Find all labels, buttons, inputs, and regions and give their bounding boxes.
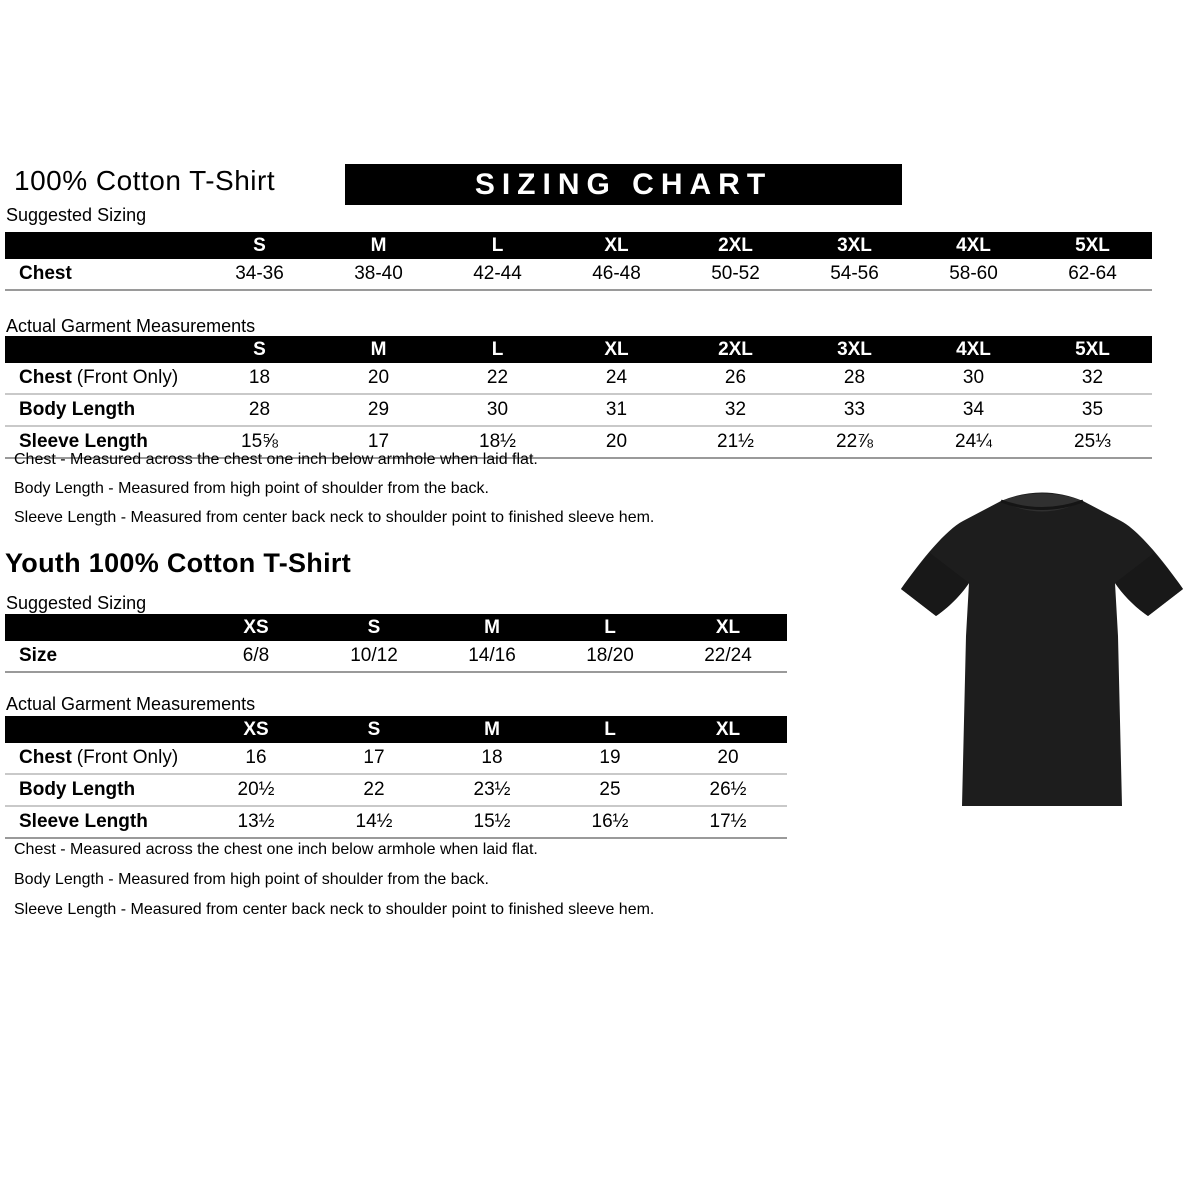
size-header-cell: 5XL [1033, 232, 1152, 259]
size-header-cell: 4XL [914, 232, 1033, 259]
size-header-cell: S [315, 716, 433, 743]
size-header-cell: L [551, 614, 669, 641]
table-cell: 54-56 [795, 259, 914, 290]
size-header-cell: 4XL [914, 336, 1033, 363]
table-cell: 33 [795, 394, 914, 426]
row-label [5, 774, 197, 806]
table-cell: 15⅝ [200, 426, 319, 458]
note-sleeve-length: Sleeve Length - Measured from center back neck to shoulder point to finished sleeve hem. [14, 901, 655, 918]
header-spacer-cell [5, 232, 200, 259]
row-label-text: Chest [19, 367, 72, 388]
table-row-chest [5, 259, 1152, 290]
size-header-cell: 3XL [795, 336, 914, 363]
row-label-text: Chest [19, 747, 72, 768]
row-label-text: Sleeve Length [19, 431, 148, 452]
adult-suggested-table [5, 232, 1152, 291]
table-cell: 24 [557, 363, 676, 394]
size-header-cell: XL [557, 336, 676, 363]
table-cell: 17 [319, 426, 438, 458]
size-header-cell: S [200, 336, 319, 363]
table-cell: 18½ [438, 426, 557, 458]
row-label [5, 806, 197, 838]
row-label-suffix: (Front Only) [76, 367, 179, 388]
table-cell: 21½ [676, 426, 795, 458]
table-cell: 34-36 [200, 259, 319, 290]
note-body-length: Body Length - Measured from high point of shoulder from the back. [14, 871, 489, 888]
size-header-cell: L [438, 336, 557, 363]
table-cell: 22 [438, 363, 557, 394]
table-cell: 20 [669, 743, 787, 774]
table-cell: 58-60 [914, 259, 1033, 290]
table-cell: 18 [433, 743, 551, 774]
size-header-cell: L [438, 232, 557, 259]
table-cell: 20 [557, 426, 676, 458]
row-label-text: Size [19, 645, 58, 666]
table-cell: 28 [200, 394, 319, 426]
row-label-text: Sleeve Length [19, 811, 148, 832]
header-spacer-cell [5, 614, 197, 641]
table-row-sleeve-length [5, 806, 787, 838]
row-label [5, 363, 200, 394]
youth-section-title: Youth 100% Cotton T-Shirt [5, 548, 351, 578]
table-row-chest [5, 363, 1152, 394]
size-header-cell: M [319, 232, 438, 259]
table-cell: 15½ [433, 806, 551, 838]
size-header-cell: XS [197, 716, 315, 743]
row-label [5, 259, 200, 290]
row-label-text: Body Length [19, 779, 136, 800]
table-cell: 46-48 [557, 259, 676, 290]
table-cell: 32 [676, 394, 795, 426]
table-row-body-length [5, 394, 1152, 426]
table-cell: 22/24 [669, 641, 787, 672]
row-label-text: Chest [19, 263, 72, 284]
row-label-text: Body Length [19, 399, 136, 420]
adult-suggested-sizing-label: Suggested Sizing [6, 205, 147, 225]
row-label [5, 641, 197, 672]
table-cell: 35 [1033, 394, 1152, 426]
size-header-cell: L [551, 716, 669, 743]
youth-actual-table [5, 716, 787, 839]
table-cell: 30 [914, 363, 1033, 394]
table-cell: 50-52 [676, 259, 795, 290]
table-cell: 31 [557, 394, 676, 426]
table-cell: 18 [200, 363, 319, 394]
adult-measurement-notes [14, 451, 654, 538]
note-chest: Chest - Measured across the chest one inch below armhole when laid flat. [14, 841, 538, 858]
size-header-cell: 3XL [795, 232, 914, 259]
table-cell: 42-44 [438, 259, 557, 290]
table-cell: 29 [319, 394, 438, 426]
table-cell: 17½ [669, 806, 787, 838]
table-cell: 28 [795, 363, 914, 394]
table-row-size [5, 641, 787, 672]
adult-size-header-row [5, 232, 1152, 259]
table-cell: 30 [438, 394, 557, 426]
row-label [5, 394, 200, 426]
table-cell: 17 [315, 743, 433, 774]
size-header-cell: 2XL [676, 336, 795, 363]
youth-suggested-table [5, 614, 787, 673]
size-header-cell: XL [669, 614, 787, 641]
note-sleeve-length: Sleeve Length - Measured from center back neck to shoulder point to finished sleeve hem. [14, 509, 655, 526]
table-cell: 19 [551, 743, 669, 774]
youth-actual-measurements-label: Actual Garment Measurements [6, 694, 256, 714]
table-cell: 16 [197, 743, 315, 774]
youth-size-header-row [5, 614, 787, 641]
table-cell: 38-40 [319, 259, 438, 290]
size-header-cell: S [315, 614, 433, 641]
size-header-cell: 5XL [1033, 336, 1152, 363]
table-row-chest [5, 743, 787, 774]
page-title: 100% Cotton T-Shirt [14, 165, 276, 196]
table-row-body-length [5, 774, 787, 806]
adult-actual-table [5, 336, 1152, 459]
table-cell: 25⅓ [1033, 426, 1152, 458]
size-header-cell: S [200, 232, 319, 259]
table-cell: 13½ [197, 806, 315, 838]
size-header-cell: XL [557, 232, 676, 259]
table-cell: 26 [676, 363, 795, 394]
table-cell: 34 [914, 394, 1033, 426]
table-cell: 6/8 [197, 641, 315, 672]
table-cell: 14½ [315, 806, 433, 838]
youth-size-header-row [5, 716, 787, 743]
sizing-chart-banner: SIZING CHART [345, 164, 902, 205]
table-cell: 14/16 [433, 641, 551, 672]
header-spacer-cell [5, 716, 197, 743]
table-cell: 10/12 [315, 641, 433, 672]
size-header-cell: XS [197, 614, 315, 641]
tshirt-image [896, 476, 1188, 814]
size-header-cell: M [433, 716, 551, 743]
table-cell: 26½ [669, 774, 787, 806]
size-header-cell: 2XL [676, 232, 795, 259]
table-cell: 23½ [433, 774, 551, 806]
adult-actual-measurements-label: Actual Garment Measurements [6, 316, 256, 336]
table-cell: 20½ [197, 774, 315, 806]
table-cell: 24¼ [914, 426, 1033, 458]
table-cell: 62-64 [1033, 259, 1152, 290]
size-header-cell: XL [669, 716, 787, 743]
table-cell: 16½ [551, 806, 669, 838]
youth-suggested-sizing-label: Suggested Sizing [6, 593, 147, 613]
table-cell: 25 [551, 774, 669, 806]
tshirt-graphic [896, 476, 1188, 814]
table-cell: 18/20 [551, 641, 669, 672]
table-cell: 20 [319, 363, 438, 394]
table-cell: 32 [1033, 363, 1152, 394]
table-cell: 22 [315, 774, 433, 806]
size-header-cell: M [319, 336, 438, 363]
header-spacer-cell [5, 336, 200, 363]
note-body-length: Body Length - Measured from high point of shoulder from the back. [14, 480, 489, 497]
table-cell: 22⅞ [795, 426, 914, 458]
row-label [5, 743, 197, 774]
size-header-cell: M [433, 614, 551, 641]
note-chest: Chest - Measured across the chest one inch below armhole when laid flat. [14, 451, 538, 468]
adult-size-header-row [5, 336, 1152, 363]
youth-measurement-notes [14, 841, 654, 931]
row-label-suffix: (Front Only) [76, 747, 179, 768]
